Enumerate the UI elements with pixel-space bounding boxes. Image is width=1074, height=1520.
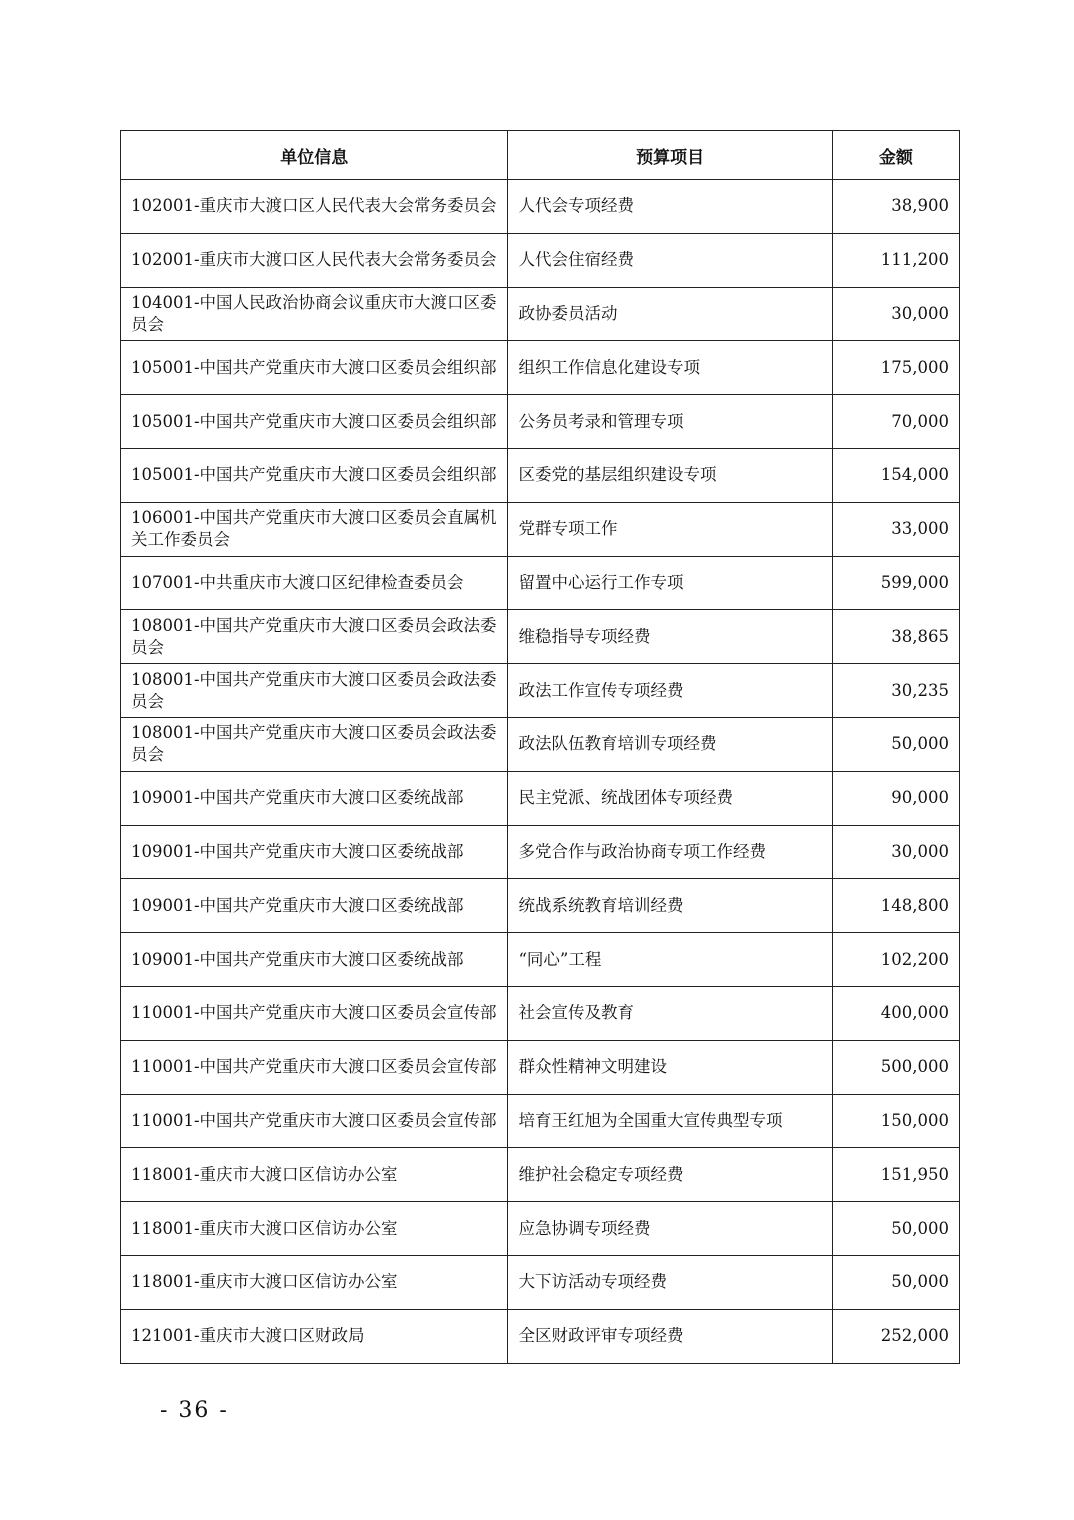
unit-cell: 105001-中国共产党重庆市大渡口区委员会组织部 xyxy=(121,395,508,449)
unit-cell: 118001-重庆市大渡口区信访办公室 xyxy=(121,1202,508,1256)
unit-cell: 109001-中国共产党重庆市大渡口区委统战部 xyxy=(121,825,508,879)
item-cell: 人代会住宿经费 xyxy=(508,233,832,287)
unit-cell: 109001-中国共产党重庆市大渡口区委统战部 xyxy=(121,771,508,825)
item-cell: 维稳指导专项经费 xyxy=(508,610,832,664)
item-cell: “同心”工程 xyxy=(508,933,832,987)
header-unit: 单位信息 xyxy=(121,131,508,180)
item-cell: 组织工作信息化建设专项 xyxy=(508,341,832,395)
amount-cell: 154,000 xyxy=(832,448,959,502)
unit-cell: 102001-重庆市大渡口区人民代表大会常务委员会 xyxy=(121,233,508,287)
item-cell: 维护社会稳定专项经费 xyxy=(508,1148,832,1202)
item-cell: 多党合作与政治协商专项工作经费 xyxy=(508,825,832,879)
item-cell: 民主党派、统战团体专项经费 xyxy=(508,771,832,825)
table-row xyxy=(121,502,960,556)
amount-cell: 102,200 xyxy=(832,933,959,987)
amount-cell: 252,000 xyxy=(832,1309,959,1363)
unit-cell: 108001-中国共产党重庆市大渡口区委员会政法委员会 xyxy=(121,717,508,771)
table-row xyxy=(121,825,960,879)
table-row xyxy=(121,448,960,502)
table-row xyxy=(121,879,960,933)
unit-cell: 118001-重庆市大渡口区信访办公室 xyxy=(121,1255,508,1309)
item-cell: 区委党的基层组织建设专项 xyxy=(508,448,832,502)
table-row xyxy=(121,1202,960,1256)
item-cell: 群众性精神文明建设 xyxy=(508,1040,832,1094)
unit-cell: 109001-中国共产党重庆市大渡口区委统战部 xyxy=(121,933,508,987)
budget-table xyxy=(120,130,960,1364)
unit-cell: 118001-重庆市大渡口区信访办公室 xyxy=(121,1148,508,1202)
amount-cell: 70,000 xyxy=(832,395,959,449)
unit-cell: 104001-中国人民政治协商会议重庆市大渡口区委员会 xyxy=(121,287,508,341)
amount-cell: 38,865 xyxy=(832,610,959,664)
item-cell: 应急协调专项经费 xyxy=(508,1202,832,1256)
item-cell: 党群专项工作 xyxy=(508,502,832,556)
table-row xyxy=(121,1040,960,1094)
item-cell: 政法工作宣传专项经费 xyxy=(508,664,832,718)
unit-cell: 121001-重庆市大渡口区财政局 xyxy=(121,1309,508,1363)
amount-cell: 50,000 xyxy=(832,717,959,771)
header-item: 预算项目 xyxy=(508,131,832,180)
amount-cell: 599,000 xyxy=(832,556,959,610)
unit-cell: 102001-重庆市大渡口区人民代表大会常务委员会 xyxy=(121,180,508,234)
amount-cell: 30,235 xyxy=(832,664,959,718)
amount-cell: 151,950 xyxy=(832,1148,959,1202)
amount-cell: 30,000 xyxy=(832,825,959,879)
table-row xyxy=(121,610,960,664)
item-cell: 统战系统教育培训经费 xyxy=(508,879,832,933)
unit-cell: 110001-中国共产党重庆市大渡口区委员会宣传部 xyxy=(121,1040,508,1094)
amount-cell: 148,800 xyxy=(832,879,959,933)
table-row xyxy=(121,180,960,234)
table-row xyxy=(121,933,960,987)
amount-cell: 90,000 xyxy=(832,771,959,825)
table-row xyxy=(121,287,960,341)
table-row xyxy=(121,341,960,395)
item-cell: 社会宣传及教育 xyxy=(508,986,832,1040)
unit-cell: 108001-中国共产党重庆市大渡口区委员会政法委员会 xyxy=(121,664,508,718)
amount-cell: 30,000 xyxy=(832,287,959,341)
page-number: - 36 - xyxy=(160,1398,229,1423)
amount-cell: 500,000 xyxy=(832,1040,959,1094)
unit-cell: 105001-中国共产党重庆市大渡口区委员会组织部 xyxy=(121,341,508,395)
table-body xyxy=(121,180,960,1364)
unit-cell: 108001-中国共产党重庆市大渡口区委员会政法委员会 xyxy=(121,610,508,664)
table-header-row xyxy=(121,131,960,180)
item-cell: 政协委员活动 xyxy=(508,287,832,341)
unit-cell: 110001-中国共产党重庆市大渡口区委员会宣传部 xyxy=(121,1094,508,1148)
item-cell: 大下访活动专项经费 xyxy=(508,1255,832,1309)
table-row xyxy=(121,1255,960,1309)
unit-cell: 110001-中国共产党重庆市大渡口区委员会宣传部 xyxy=(121,986,508,1040)
amount-cell: 111,200 xyxy=(832,233,959,287)
table-row xyxy=(121,556,960,610)
unit-cell: 106001-中国共产党重庆市大渡口区委员会直属机关工作委员会 xyxy=(121,502,508,556)
unit-cell: 107001-中共重庆市大渡口区纪律检查委员会 xyxy=(121,556,508,610)
table-row xyxy=(121,717,960,771)
table-row xyxy=(121,1094,960,1148)
item-cell: 全区财政评审专项经费 xyxy=(508,1309,832,1363)
amount-cell: 175,000 xyxy=(832,341,959,395)
table-row xyxy=(121,395,960,449)
amount-cell: 50,000 xyxy=(832,1202,959,1256)
amount-cell: 150,000 xyxy=(832,1094,959,1148)
table-row xyxy=(121,1148,960,1202)
amount-cell: 400,000 xyxy=(832,986,959,1040)
table-row xyxy=(121,664,960,718)
amount-cell: 33,000 xyxy=(832,502,959,556)
header-amount: 金额 xyxy=(832,131,959,180)
item-cell: 留置中心运行工作专项 xyxy=(508,556,832,610)
unit-cell: 109001-中国共产党重庆市大渡口区委统战部 xyxy=(121,879,508,933)
unit-cell: 105001-中国共产党重庆市大渡口区委员会组织部 xyxy=(121,448,508,502)
amount-cell: 38,900 xyxy=(832,180,959,234)
item-cell: 政法队伍教育培训专项经费 xyxy=(508,717,832,771)
item-cell: 公务员考录和管理专项 xyxy=(508,395,832,449)
item-cell: 人代会专项经费 xyxy=(508,180,832,234)
item-cell: 培育王红旭为全国重大宣传典型专项 xyxy=(508,1094,832,1148)
table-row xyxy=(121,1309,960,1363)
table-row xyxy=(121,233,960,287)
table-row xyxy=(121,771,960,825)
amount-cell: 50,000 xyxy=(832,1255,959,1309)
table-row xyxy=(121,986,960,1040)
